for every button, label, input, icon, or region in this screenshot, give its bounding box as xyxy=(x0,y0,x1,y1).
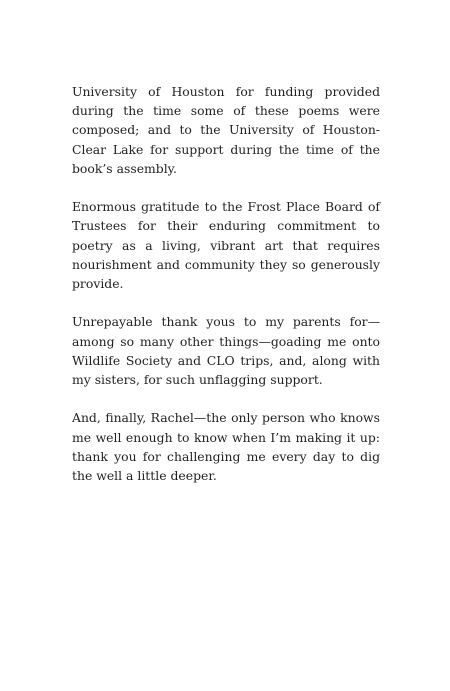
paragraph-parents: Unrepayable thank yous to my parents for—among so many other things—goading me onto Wildlife Society and CLO trips, and, along with my sisters, for such unflagging support. xyxy=(72,314,380,388)
paragraph-frost-place: Enormous gratitude to the Frost Place Board of Trustees for their enduring commitment to poetry as a living, vibrant art that requires nourishment and community they so generously provide. xyxy=(72,199,380,292)
paragraph-funding: University of Houston for funding provided during the time some of these poems were composed; and to the University of Houston-Clear Lake for support during the time of the book’s assembly. xyxy=(72,84,380,176)
acknowledgments-text xyxy=(72,82,380,504)
paragraph-rachel: And, finally, Rachel—the only person who knows me well enough to know when I’m making it up: thank you for challenging me every day to dig the well a little deeper. xyxy=(72,410,380,484)
